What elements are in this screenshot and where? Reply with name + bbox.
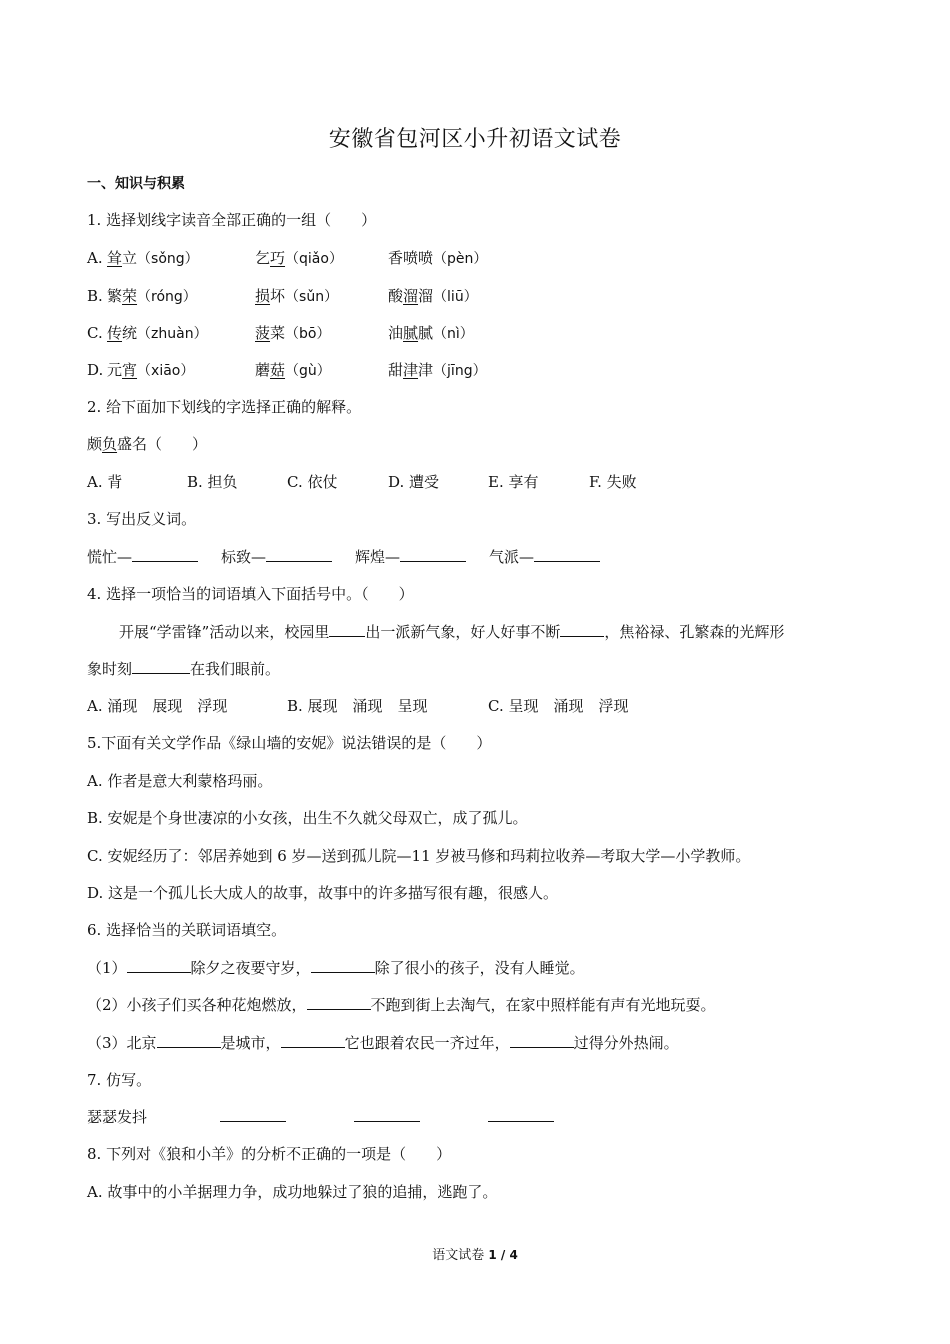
q1-item: 损坏（sǔn）: [255, 287, 339, 305]
answer-blank[interactable]: [132, 547, 198, 562]
option: B. 展现 涌现 呈现: [287, 697, 428, 715]
answer-blank[interactable]: [329, 622, 365, 637]
answer-blank[interactable]: [400, 547, 466, 562]
q2-options: [87, 470, 867, 494]
q1-item: 元宵（xiāo）: [107, 361, 195, 379]
q6-sentence-2: （2）小孩子们买各种花炮燃放， 不跑到街上去淘气，在家中照样能有声有光地玩耍。: [87, 996, 716, 1014]
antonym-item: 辉煌—: [355, 545, 466, 569]
footer-label: 语文试卷: [432, 1248, 485, 1263]
page-number: 1 / 4: [488, 1248, 518, 1262]
section-heading: 一、知识与积累: [87, 176, 185, 192]
q1-row-d: [87, 358, 867, 382]
q1-item: 繁荣（róng）: [107, 287, 197, 305]
option: A. 涌现 展现 浮现: [87, 697, 228, 715]
question-8-stem: 8. 下列对《狼和小羊》的分析不正确的一项是（ ）: [87, 1145, 452, 1163]
answer-blank[interactable]: [266, 547, 332, 562]
option: D. 这是一个孤儿长大成人的故事，故事中的许多描写很有趣，很感人。: [87, 884, 559, 902]
page-title: 安徽省包河区小升初语文试卷: [328, 127, 622, 152]
q1-row-label: C.: [87, 324, 103, 342]
question-2-stem: 2. 给下面加下划线的字选择正确的解释。: [87, 398, 362, 416]
answer-blank[interactable]: [560, 622, 604, 637]
option: A. 背: [87, 473, 123, 491]
option: D. 遭受: [388, 473, 440, 491]
option: C. 依仗: [287, 473, 338, 491]
q3-antonyms: [87, 545, 867, 569]
q1-item: 酸溜溜（liū）: [388, 287, 478, 305]
question-4-stem: 4. 选择一项恰当的词语填入下面括号中。（ ）: [87, 585, 414, 603]
option: E. 享有: [488, 473, 539, 491]
q1-row-label: D.: [87, 361, 104, 379]
q1-item: 耸立（sǒng）: [107, 249, 199, 267]
question-6-stem: 6. 选择恰当的关联词语填空。: [87, 921, 287, 939]
q4-options: [87, 694, 867, 718]
answer-blank[interactable]: [127, 958, 191, 973]
q4-passage-line-1: 开展“学雷锋”活动以来，校园里 出一派新气象，好人好事不断 ，焦裕禄、孔繁森的光辉形: [119, 623, 785, 641]
option: C. 安妮经历了：邻居养她到 6 岁—送到孤儿院—11 岁被马修和玛莉拉收养—考取大学—小学教师。: [87, 847, 751, 865]
antonym-item: 慌忙—: [87, 545, 198, 569]
option: A. 故事中的小羊据理力争，成功地躲过了狼的追捕，逃跑了。: [87, 1183, 498, 1201]
antonym-item: 标致—: [221, 545, 332, 569]
q1-row-b: [87, 284, 867, 308]
option: F. 失败: [589, 473, 637, 491]
q1-item: 油腻腻（nì）: [388, 324, 474, 342]
q1-item: 乞巧（qiǎo）: [255, 249, 343, 267]
q1-item: 香喷喷（pèn）: [388, 249, 488, 267]
answer-blank[interactable]: [534, 547, 600, 562]
q1-row-label: B.: [87, 287, 103, 305]
q1-row-label: A.: [87, 249, 103, 267]
q6-sentence-1: （1） 除夕之夜要守岁， 除了很小的孩子，没有人睡觉。: [87, 959, 585, 977]
q1-item: 菠菜（bō）: [255, 324, 331, 342]
answer-blank[interactable]: [488, 1107, 554, 1122]
q1-row-a: [87, 246, 867, 270]
example-word: 瑟瑟发抖: [87, 1108, 148, 1126]
q1-item: 甜津津（jīng）: [388, 361, 487, 379]
antonym-item: 气派—: [489, 545, 600, 569]
question-5-stem: 5.下面有关文学作品《绿山墙的安妮》说法错误的是（ ）: [87, 734, 492, 752]
q7-imitation: [87, 1105, 867, 1129]
option: C. 呈现 涌现 浮现: [488, 697, 629, 715]
answer-blank[interactable]: [157, 1033, 221, 1048]
question-3-stem: 3. 写出反义词。: [87, 510, 197, 528]
q6-sentence-3: （3）北京 是城市， 它也跟着农民一齐过年， 过得分外热闹。: [87, 1034, 679, 1052]
option: A. 作者是意大利蒙格玛丽。: [87, 772, 273, 790]
answer-blank[interactable]: [311, 958, 375, 973]
answer-blank[interactable]: [510, 1033, 574, 1048]
answer-blank[interactable]: [132, 659, 190, 674]
answer-blank[interactable]: [354, 1107, 420, 1122]
q1-item: 蘑菇（gù）: [255, 361, 331, 379]
q1-row-c: [87, 321, 867, 345]
option: B. 安妮是个身世凄凉的小女孩，出生不久就父母双亡，成了孤儿。: [87, 809, 528, 827]
answer-blank[interactable]: [307, 995, 371, 1010]
question-1-stem: 1. 选择划线字读音全部正确的一组（ ）: [87, 211, 377, 229]
page-footer: [0, 1245, 950, 1266]
q2-phrase: 颇负盛名（ ）: [87, 435, 208, 453]
option: B. 担负: [187, 473, 238, 491]
answer-blank[interactable]: [220, 1107, 286, 1122]
q4-passage-line-2: 象时刻 在我们眼前。: [87, 660, 281, 678]
answer-blank[interactable]: [281, 1033, 345, 1048]
question-7-stem: 7. 仿写。: [87, 1071, 152, 1089]
q1-item: 传统（zhuàn）: [107, 324, 208, 342]
